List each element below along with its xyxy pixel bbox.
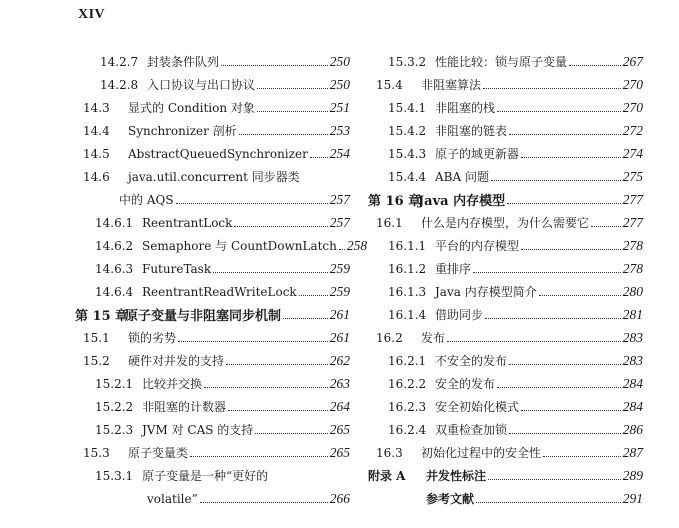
toc-entry-title: 不安全的发布: [435, 354, 508, 368]
toc-entry-title: 非阻塞的栈: [435, 101, 496, 115]
toc-entry-page: 291: [622, 490, 643, 506]
toc-entry-number: 14.3: [83, 100, 110, 115]
toc-entry-page: 257: [329, 191, 350, 207]
toc-entry-number: 15.2.1: [95, 376, 134, 391]
toc-entry: [368, 372, 643, 395]
dot-leader: [497, 110, 621, 112]
toc-entry-title: 非阻塞的链表: [435, 124, 508, 138]
toc-entry-page: 284: [622, 375, 643, 391]
toc-entry-title: 原子的域更新器: [435, 147, 520, 161]
toc-entry: [75, 372, 350, 395]
dot-leader: [255, 432, 327, 434]
toc-entry: [368, 119, 643, 142]
toc-entry: [368, 188, 643, 211]
dot-leader: [539, 294, 621, 296]
toc-entry-number: 16.1.3: [388, 284, 427, 299]
toc-entry: [75, 326, 350, 349]
dot-leader: [226, 363, 328, 365]
toc-entry: [368, 96, 643, 119]
toc-entry-page: 289: [622, 467, 643, 483]
dot-leader: [476, 501, 621, 503]
toc-entry-number: 15.4.1: [388, 100, 427, 115]
toc-entry-number: 16.1.2: [388, 261, 427, 276]
toc-entry-number: 15.4.3: [388, 146, 427, 161]
toc-entry: [75, 280, 350, 303]
toc-entry-number: 16.2: [376, 330, 403, 345]
toc-entry-title: JVM 对 CAS 的支持: [142, 423, 254, 437]
toc-entry: [75, 487, 350, 510]
toc-entry-number: 16.2.2: [388, 376, 427, 391]
dot-leader: [509, 432, 621, 434]
toc-entry-title: 双重检查加锁: [435, 423, 508, 437]
toc-entry-number: 14.2.7: [100, 54, 139, 69]
toc-entry-page: 284: [622, 398, 643, 414]
toc-entry-page: 283: [622, 329, 643, 345]
toc-entry: [368, 280, 643, 303]
toc-entry: [75, 142, 350, 165]
toc-entry-page: 267: [622, 53, 643, 69]
toc-entry-number: 16.3: [376, 445, 403, 460]
toc-entry-number: 15.3.1: [95, 468, 134, 483]
toc-entry-page: 261: [329, 329, 350, 345]
toc-entry-title: AbstractQueuedSynchronizer: [128, 146, 308, 161]
toc-entry-title: 什么是内存模型，为什么需要它: [421, 216, 590, 230]
dot-leader: [569, 64, 621, 66]
toc-entry-title: ABA 问题: [435, 170, 489, 184]
toc-entry: [75, 349, 350, 372]
dot-leader: [221, 64, 328, 66]
toc-entry: [75, 50, 350, 73]
dot-leader: [507, 202, 621, 204]
toc-entry-title: 安全初始化模式: [435, 400, 520, 414]
toc-entry: [368, 234, 643, 257]
toc-entry-page: 280: [622, 283, 643, 299]
toc-entry: [75, 257, 350, 280]
page-number: XIV: [78, 7, 106, 22]
toc-left-column: [75, 50, 368, 510]
toc-entry: [75, 188, 350, 211]
toc-entry-number: 14.5: [83, 146, 110, 161]
toc-entry-number: 14.6.1: [95, 215, 134, 230]
toc-entry: [368, 50, 643, 73]
toc-entry: [75, 119, 350, 142]
toc-entry: [75, 165, 350, 188]
toc-entry-number: 15.3.2: [388, 54, 427, 69]
toc-entry-title: 原子变量是一种“更好的: [142, 469, 269, 483]
toc-entry-page: 275: [622, 168, 643, 184]
dot-leader: [176, 202, 328, 204]
dot-leader: [591, 225, 621, 227]
toc-entry-page: 274: [622, 145, 643, 161]
toc-entry-title: ReentrantLock: [142, 215, 233, 230]
toc-entry-page: 283: [622, 352, 643, 368]
toc-entry: [75, 303, 350, 326]
toc-entry-title: 重排序: [435, 262, 472, 276]
toc-entry-title: 原子变量类: [128, 446, 189, 460]
toc-entry-page: 263: [329, 375, 350, 391]
dot-leader: [485, 317, 621, 319]
toc-entry-title: 硬件对并发的支持: [128, 354, 225, 368]
toc-entry: [75, 464, 350, 487]
toc-entry-number: 15.4.2: [388, 123, 427, 138]
toc-entry-title: FutureTask: [142, 261, 212, 276]
dot-leader: [204, 386, 328, 388]
toc-entry: [368, 464, 643, 487]
toc-entry: [75, 234, 368, 257]
toc-entry-page: 254: [329, 145, 350, 161]
toc-right-column: [368, 50, 643, 510]
dot-leader: [521, 409, 621, 411]
dot-leader: [447, 340, 621, 342]
toc-entry-number: 14.6.2: [95, 238, 134, 253]
toc-entry-number: 第 16 章: [368, 194, 422, 209]
toc-entry-title: 非阻塞算法: [421, 78, 482, 92]
toc-entry-title: 封装条件队列: [147, 55, 220, 69]
toc-entry-number: 16.2.4: [388, 422, 427, 437]
toc-entry: [368, 487, 643, 510]
toc-entry-number: 15.4: [376, 77, 403, 92]
dot-leader: [521, 156, 621, 158]
toc-entry-page: 251: [329, 99, 350, 115]
toc-entry-number: 15.1: [83, 330, 110, 345]
dot-leader: [257, 110, 328, 112]
dot-leader: [228, 409, 328, 411]
toc-entry-number: 16.1.1: [388, 238, 427, 253]
toc-entry-number: 16.2.3: [388, 399, 427, 414]
toc-entry: [75, 441, 350, 464]
toc-entry-title: java.util.concurrent 同步器类: [128, 170, 300, 184]
toc-entry: [368, 211, 643, 234]
toc-entry-page: 281: [622, 306, 643, 322]
toc-entry-number: 14.6: [83, 169, 110, 184]
dot-leader: [473, 271, 621, 273]
dot-leader: [310, 156, 328, 158]
dot-leader: [497, 386, 621, 388]
toc-entry-page: 259: [329, 283, 350, 299]
toc-entry-title: 性能比较：锁与原子变量: [435, 55, 568, 69]
toc-entry-number: 第 15 章: [75, 309, 129, 324]
toc-entry: [368, 349, 643, 372]
toc-entry-number: 15.2: [83, 353, 110, 368]
dot-leader: [200, 501, 328, 503]
toc-entry-page: 261: [329, 306, 350, 322]
toc-entry-number: 14.6.4: [95, 284, 134, 299]
toc-entry-page: 259: [329, 260, 350, 276]
toc-entry-title: 非阻塞的计数器: [142, 400, 227, 414]
toc-entry-title: Java 内存模型: [418, 194, 506, 209]
toc-entry-number: 14.4: [83, 123, 110, 138]
toc-entry-page: 250: [329, 53, 350, 69]
dot-leader: [483, 87, 621, 89]
toc-entry-page: 258: [346, 237, 368, 253]
toc-entry-page: 253: [329, 122, 350, 138]
toc-entry-title: Java 内存模型简介: [435, 285, 537, 299]
toc-entry-page: 265: [329, 421, 350, 437]
toc-entry-title: 借助同步: [435, 308, 484, 322]
toc-entry-title: 平台的内存模型: [435, 239, 520, 253]
toc-entry: [75, 418, 350, 441]
dot-leader: [190, 455, 328, 457]
toc-entry-title: Semaphore 与 CountDownLatch: [142, 239, 337, 253]
dot-leader: [283, 317, 328, 319]
toc-entry: [75, 96, 350, 119]
toc-entry: [368, 326, 643, 349]
toc-entry-title: volatile”: [147, 491, 198, 506]
toc-entry-title: 发布: [421, 331, 446, 345]
toc-entry: [368, 142, 643, 165]
dot-leader: [178, 340, 328, 342]
toc-entry-number: 15.4.4: [388, 169, 427, 184]
toc-entry-title: 初始化过程中的安全性: [421, 446, 542, 460]
toc-entry-title: Synchronizer 剖析: [128, 124, 237, 138]
dot-leader: [521, 248, 621, 250]
toc-entry-page: 287: [622, 444, 643, 460]
toc-entry-page: 278: [622, 237, 643, 253]
dot-leader: [509, 363, 621, 365]
toc-entry-page: 272: [622, 122, 643, 138]
toc-entry-title: 锁的劣势: [128, 331, 177, 345]
dot-leader: [213, 271, 328, 273]
toc-entry: [75, 211, 350, 234]
toc-entry-title: ReentrantReadWriteLock: [142, 284, 297, 299]
toc-entry-page: 277: [622, 214, 643, 230]
dot-leader: [239, 133, 328, 135]
toc-entry-title: 显式的 Condition 对象: [128, 101, 255, 115]
toc-entry-title: 并发性标注: [426, 469, 487, 483]
toc-entry: [368, 73, 643, 96]
toc-entry-title: 原子变量与非阻塞同步机制: [125, 309, 282, 324]
dot-leader: [339, 248, 345, 250]
toc-entry: [368, 303, 643, 326]
toc-entry-page: 257: [329, 214, 350, 230]
dot-leader: [257, 87, 328, 89]
toc-entry-number: 14.6.3: [95, 261, 134, 276]
toc-entry: [368, 441, 643, 464]
toc-entry-page: 265: [329, 444, 350, 460]
toc-entry-title: 参考文献: [426, 492, 475, 506]
toc-entry: [75, 73, 350, 96]
toc-entry-number: 15.3: [83, 445, 110, 460]
toc-entry-page: 286: [622, 421, 643, 437]
dot-leader: [234, 225, 327, 227]
dot-leader: [509, 133, 621, 135]
toc-entry-page: 264: [329, 398, 350, 414]
toc-entry-page: 262: [329, 352, 350, 368]
toc-entry-number: 15.2.3: [95, 422, 134, 437]
toc-entry-number: 14.2.8: [100, 77, 139, 92]
toc-entry-title: 入口协议与出口协议: [147, 78, 256, 92]
toc-entry-page: 250: [329, 76, 350, 92]
toc-entry: [368, 418, 643, 441]
toc-entry-page: 270: [622, 76, 643, 92]
toc-entry-title: 比较并交换: [142, 377, 203, 391]
toc-entry-number: 15.2.2: [95, 399, 134, 414]
toc-entry: [368, 395, 643, 418]
dot-leader: [543, 455, 621, 457]
toc-entry-page: 266: [329, 490, 350, 506]
toc-entry-number: 16.2.1: [388, 353, 427, 368]
toc-entry-number: 16.1: [376, 215, 403, 230]
toc-entry-title: 中的 AQS: [119, 193, 174, 207]
toc-entry: [368, 165, 643, 188]
toc-entry-page: 270: [622, 99, 643, 115]
toc-entry: [368, 257, 643, 280]
toc-entry-title: 安全的发布: [435, 377, 496, 391]
toc-entry-number: 附录 A: [368, 469, 406, 483]
toc-entry-number: 16.1.4: [388, 307, 427, 322]
dot-leader: [488, 478, 621, 480]
dot-leader: [299, 294, 328, 296]
toc-entry: [75, 395, 350, 418]
toc-entry-page: 277: [622, 191, 643, 207]
toc-entry-page: 278: [622, 260, 643, 276]
dot-leader: [491, 179, 621, 181]
